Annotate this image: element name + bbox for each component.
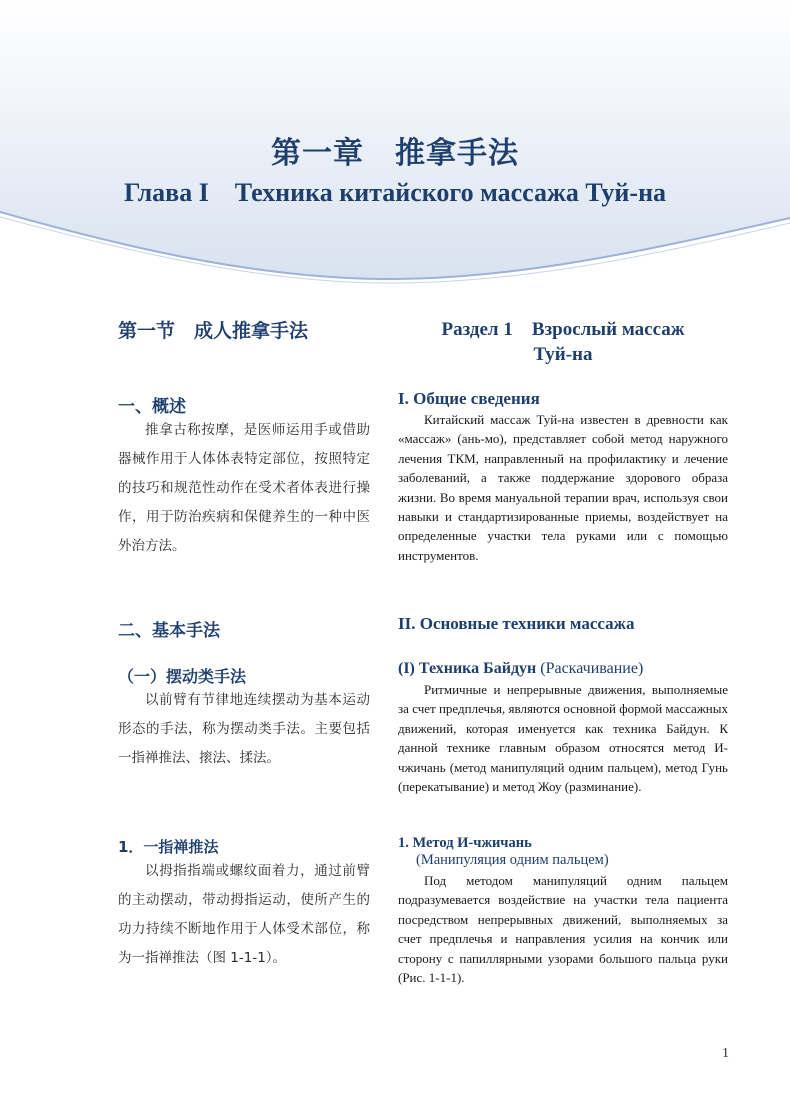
one-finger-block-russian: [398, 835, 728, 987]
section-title-russian-line1: Раздел 1 Взрослый массаж: [441, 319, 685, 340]
overview-text-russian: Китайский массаж Туй-на известен в древности как «массаж» (ань-мо), представляет собой метод наружного лечения ТКМ, направленный на профилактику и лечение заболеваний, а также поддержание здорового образа жизни. Во время мануальной терапии врач, используя свои навыки и стандартизированные приемы, воздействует на определенные участки тела руками или с помощью инструментов.: [398, 412, 728, 563]
swing-techniques-heading-chinese: （一）摆动类手法: [118, 667, 247, 686]
overview-text-chinese: 推拿古称按摩，是医师运用手或借助器械作用于人体体表特定部位，按照特定的技巧和规范性动作在受术者体表进行操作，用于防治疾病和保健养生的一种中医外治方法。: [118, 422, 370, 554]
one-finger-heading-chinese: 1．一指禅推法: [118, 838, 219, 856]
swing-techniques-heading-russian-bold: (I) Техника Байдун: [398, 660, 537, 677]
overview-block-russian: [398, 389, 728, 565]
swing-techniques-heading-russian: [398, 660, 728, 678]
swing-techniques-block-russian: [398, 660, 728, 796]
one-finger-heading-russian-bold: 1. Метод И-чжичань: [398, 835, 532, 851]
chapter-title-chinese: 第一章 推拿手法: [271, 136, 519, 171]
one-finger-heading-russian-sub: (Манипуляция одним пальцем): [416, 852, 609, 868]
section-title-russian: [398, 317, 728, 367]
swing-techniques-text-russian: Ритмичные и непрерывные движения, выполняемые за счет предплечья, являются основной формой массажных движений, которая именуется как техника Байдун. К данной технике главным образом относятся метод И-чжичань (метод манипуляций одним пальцем), метод Гунь (перекатывание) и метод Жоу (разминание).: [398, 682, 728, 795]
swing-techniques-text-chinese: 以前臂有节律地连续摆动为基本运动形态的手法，称为摆动类手法。主要包括一指禅推法、㨰法、揉法。: [118, 692, 370, 766]
basic-techniques-heading-russian: II. Основные техники массажа: [398, 614, 635, 633]
overview-heading-chinese: 一、概述: [118, 397, 186, 417]
swing-techniques-block-chinese: [118, 664, 370, 773]
basic-techniques-heading-chinese: 二、基本手法: [118, 621, 220, 641]
one-finger-heading-russian: [398, 835, 728, 869]
page-number: 1: [722, 1046, 729, 1061]
section-title-chinese: 第一节 成人推拿手法: [118, 320, 309, 342]
overview-block-chinese: [118, 392, 370, 561]
overview-heading-russian: I. Общие сведения: [398, 389, 540, 408]
chapter-title-russian: Глава I Техника китайского массажа Туй-на: [123, 178, 667, 207]
one-finger-block-chinese: [118, 836, 370, 973]
one-finger-text-russian: Под методом манипуляций одним пальцем подразумевается воздействие на участки тела пациента посредством непрерывных движений, выполняемых за счет предплечья и направления усилия на кончик или сторону с папиллярными узорами большого пальца руки (Рис. 1-1-1).: [398, 873, 728, 986]
one-finger-text-chinese: 以拇指指端或螺纹面着力，通过前臂的主动摆动，带动拇指运动，使所产生的功力持续不断地作用于人体受术部位，称为一指禅推法（图 1-1-1）。: [118, 863, 370, 966]
swing-techniques-heading-russian-rest: (Раскачивание): [536, 660, 644, 677]
section-title-russian-line2: Туй-на: [533, 344, 593, 365]
